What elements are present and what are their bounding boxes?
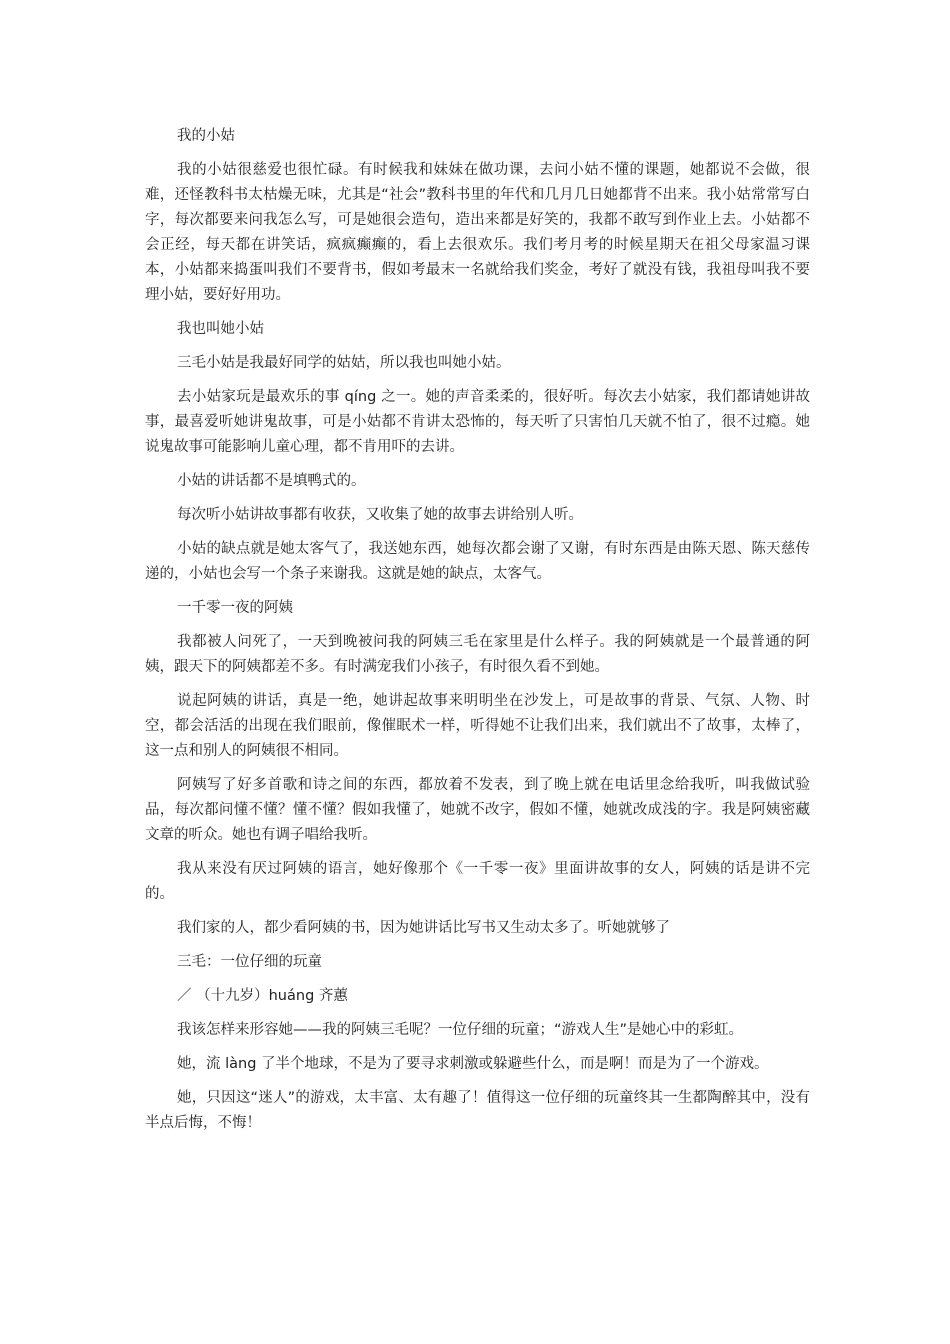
paragraph: 三毛小姑是我最好同学的姑姑，所以我也叫她小姑。 [177,355,511,371]
paragraph: 每次听小姑讲故事都有收获，又收集了她的故事去讲给别人听。 [177,507,583,523]
document-body [145,124,810,1145]
paragraph: 小姑的缺点就是她太客气了，我送她东西，她每次都会谢了又谢，有时东西是由陈天恩、陈天慈传递的，小姑也会写一个条子来谢我。这就是她的缺点，太客气。 [145,541,810,582]
section-title: 我也叫她小姑 [177,321,264,337]
paragraph: 我都被人问死了，一天到晚被问我的阿姨三毛在家里是什么样子。我的阿姨就是一个最普通的阿姨，跟天下的阿姨都差不多。有时满宠我们小孩子，有时很久看不到她。 [145,634,810,675]
paragraph: 我该怎样来形容她——我的阿姨三毛呢？一位仔细的玩童；“游戏人生”是她心中的彩虹。 [177,1022,744,1038]
section-title: 一千零一夜的阿姨 [177,600,293,616]
section-title: 我的小姑 [177,128,235,144]
paragraph: 我们家的人，都少看阿姨的书，因为她讲话比写书又生动太多了。听她就够了 [177,920,670,936]
section-title: 三毛：一位仔细的玩童 [177,954,322,970]
paragraph: 阿姨写了好多首歌和诗之间的东西，都放着不发表，到了晚上就在电话里念给我听，叫我做试验品，每次都问懂不懂？懂不懂？假如我懂了，她就不改字，假如不懂，她就改成浅的字。我是阿姨密藏文章的听众。她也有调子唱给我听。 [145,777,810,843]
paragraph: 我的小姑很慈爱也很忙碌。有时候我和妹妹在做功课，去问小姑不懂的课题，她都说不会做，很难，还怪教科书太枯燥无味，尤其是“社会”教科书里的年代和几月几日她都背不出来。我小姑常常写白字，每次都要来问我怎么写，可是她很会造句，造出来都是好笑的，我都不敢写到作业上去。小姑都不会正经，每天都在讲笑话，疯疯癫癫的，看上去很欢乐。我们考月考的时候星期天在祖父母家温习课本，小姑都来捣蛋叫我们不要背书，假如考最末一名就给我们奖金，考好了就没有钱，我祖母叫我不要理小姑，要好好用功。 [145,162,810,303]
paragraph: 她，流 làng 了半个地球，不是为了要寻求刺激或躲避些什么，而是啊！而是为了一个游戏。 [177,1056,769,1072]
paragraph: 去小姑家玩是最欢乐的事 qíng 之一。她的声音柔柔的，很好听。每次去小姑家，我们都请她讲故事，最喜爱听她讲鬼故事，可是小姑都不肯讲太恐怖的，每天听了只害怕几天就不怕了，很不过瘾。她说鬼故事可能影响儿童心理，都不肯用吓的去讲。 [145,389,810,455]
paragraph: 她，只因这“迷人”的游戏，太丰富、太有趣了！值得这一位仔细的玩童终其一生都陶醉其中，没有半点后悔，不悔！ [145,1090,810,1131]
paragraph: 小姑的讲话都不是填鸭式的。 [177,473,366,489]
byline: ／ （十九岁）huáng 齐蕙 [177,988,348,1004]
paragraph: 我从来没有厌过阿姨的语言，她好像那个《一千零一夜》里面讲故事的女人，阿姨的话是讲不完的。 [145,861,810,902]
paragraph: 说起阿姨的讲话，真是一绝，她讲起故事来明明坐在沙发上，可是故事的背景、气氛、人物、时空，都会活活的出现在我们眼前，像催眠术一样，听得她不让我们出来，我们就出不了故事，太棒了，这一点和别人的阿姨很不相同。 [145,693,810,759]
